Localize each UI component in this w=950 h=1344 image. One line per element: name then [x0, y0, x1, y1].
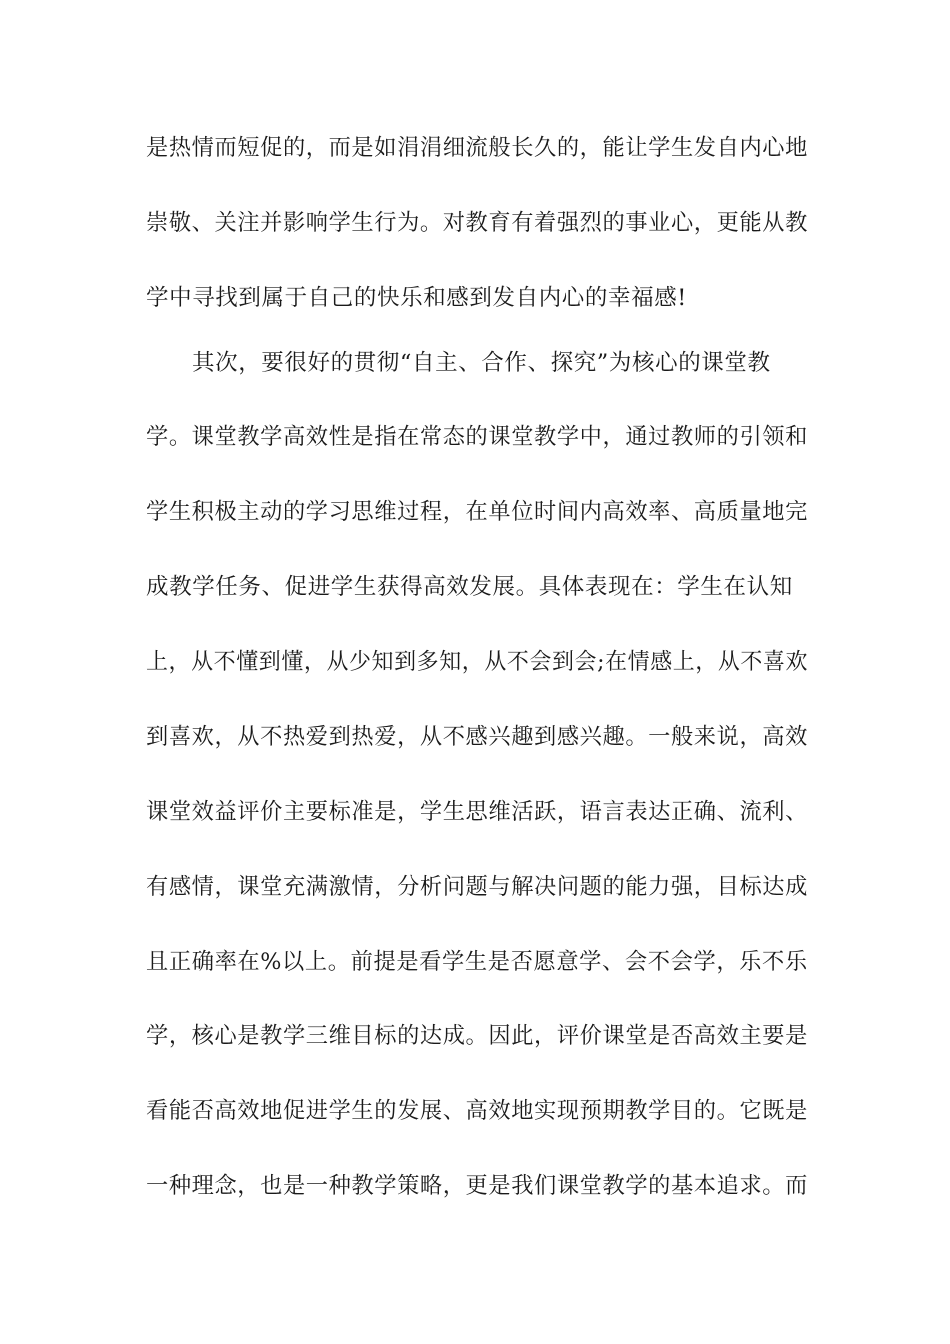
- text-line: 是热情而短促的，而是如涓涓细流般长久的，能让学生发自内心地: [146, 135, 808, 161]
- text-line: 看能否高效地促进学生的发展、高效地实现预期教学目的。它既是: [146, 1098, 808, 1124]
- text-line: 有感情，课堂充满激情，分析问题与解决问题的能力强，目标达成: [146, 874, 808, 900]
- paragraph-first-line: 其次，要很好的贯彻“自主、合作、探究”为核心的课堂教: [192, 350, 771, 376]
- text-line: 且正确率在%以上。前提是看学生是否愿意学、会不会学，乐不乐: [146, 949, 808, 975]
- text-line: 学。课堂教学高效性是指在常态的课堂教学中，通过教师的引领和: [146, 424, 808, 450]
- text-line: 学，核心是教学三维目标的达成。因此，评价课堂是否高效主要是: [146, 1023, 808, 1049]
- text-line: 学生积极主动的学习思维过程，在单位时间内高效率、高质量地完: [146, 499, 808, 525]
- text-line: 学中寻找到属于自己的快乐和感到发自内心的幸福感!: [146, 285, 687, 311]
- text-line: 崇敬、关注并影响学生行为。对教育有着强烈的事业心，更能从教: [146, 210, 808, 236]
- text-line: 一种理念，也是一种教学策略，更是我们课堂教学的基本追求。而: [146, 1173, 808, 1199]
- text-line: 上，从不懂到懂，从少知到多知，从不会到会;在情感上，从不喜欢: [146, 649, 809, 675]
- text-line: 成教学任务、促进学生获得高效发展。具体表现在：学生在认知: [146, 574, 793, 600]
- text-line: 到喜欢，从不热爱到热爱，从不感兴趣到感兴趣。一般来说，高效: [146, 724, 808, 750]
- text-line: 课堂效益评价主要标准是，学生思维活跃，语言表达正确、流利、: [146, 799, 808, 825]
